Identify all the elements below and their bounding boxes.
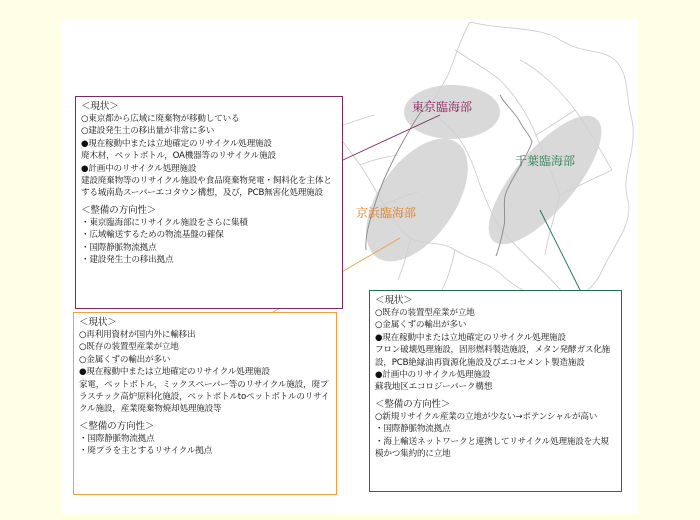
current-list [375,307,616,394]
list-item: ・東京臨海部にリサイクル施設をさらに集積 [81,217,248,228]
list-item: ・国際静脈物流拠点 [79,433,155,444]
keihin-callout-box [73,312,337,495]
list-item: ・国際静脈物流拠点 [375,424,451,435]
list-item: ○既存の装置型産業が立地 [375,308,475,318]
keihin-region-label: 京浜臨海部 [356,206,417,220]
list-item: ○再利用資材が国内外に輸移出 [79,330,196,340]
direction-list [81,217,337,267]
direction-heading: ＜整備の方向性＞ [81,204,157,216]
list-item: 蘇我地区エコロジーパーク構想 [375,382,493,393]
list-item: 廃木材，ペットボトル，OA機器等のリサイクル施設 [81,151,276,162]
list-item: ○金属くずの輸出が多い [375,320,467,331]
current-list [81,113,337,200]
tokyo-callout-box [75,96,343,309]
current-heading: ＜現状＞ [81,101,119,112]
list-item: ・建設発生土の移出拠点 [81,255,174,266]
list-item: 家電，ペットボトル，ミックスペーパー等のリサイクル施設，廃プラスチック高炉原料化施設，ペットボトルtoペットボトルのリサイクル施設，産業廃棄物焼却処理施設等 [79,379,330,415]
list-item: ○金属くずの輸出が多い [79,354,171,365]
list-item: ○新規リサイクル産業の立地が少ない→ポテンシャルが高い [375,411,598,422]
list-item: フロン破壊処理施設，固形燃料製造施設，メタン発酵ガス化施設，PCB絶縁油再資源化施設及びエコセメント製造施設 [375,345,611,368]
list-item: ・海上輸送ネットワークと連携してリサイクル処理施設を大規模かつ集約的に立地 [375,436,609,460]
current-heading: ＜現状＞ [79,317,117,328]
list-item: ●現在稼動中または立地確定のリサイクル処理施設 [79,367,270,378]
list-item: ●現在稼動中または立地確定のリサイクル処理施設 [81,138,272,149]
tokyo-region-label: 東京臨海部 [412,100,473,114]
list-item: ・広域輸送するための物流基盤の確保 [81,230,224,241]
keihin-region-area [346,121,489,279]
direction-list [375,411,616,461]
current-list [79,329,331,416]
list-item: ○東京都から広域に廃棄物が移動している [81,114,240,124]
chiba-region-label: 千葉臨海部 [515,154,576,168]
direction-heading: ＜整備の方向性＞ [79,420,155,432]
current-heading: ＜現状＞ [375,295,413,306]
direction-heading: ＜整備の方向性＞ [375,398,451,410]
list-item: 建設廃棄物等のリサイクル施設や食品廃棄物発電・飼料化を主体とする城南島スーパーエコタウン構想，及び，PCB無害化処理施設 [81,176,332,199]
list-item: ●計画中のリサイクル処理施設 [81,163,197,174]
list-item: ●計画中のリサイクル処理施設 [375,370,491,381]
list-item: ●現在稼動中または立地確定のリサイクル処理施設 [375,332,566,343]
list-item: ○建設発生土の移出量が非常に多い [81,126,215,137]
list-item: ・国際静脈物流拠点 [81,242,157,253]
list-item: ○既存の装置型産業が立地 [79,342,179,353]
direction-list [79,433,331,458]
chiba-callout-box [369,290,622,492]
list-item: ・廃プラを主とするリサイクル拠点 [79,446,213,457]
